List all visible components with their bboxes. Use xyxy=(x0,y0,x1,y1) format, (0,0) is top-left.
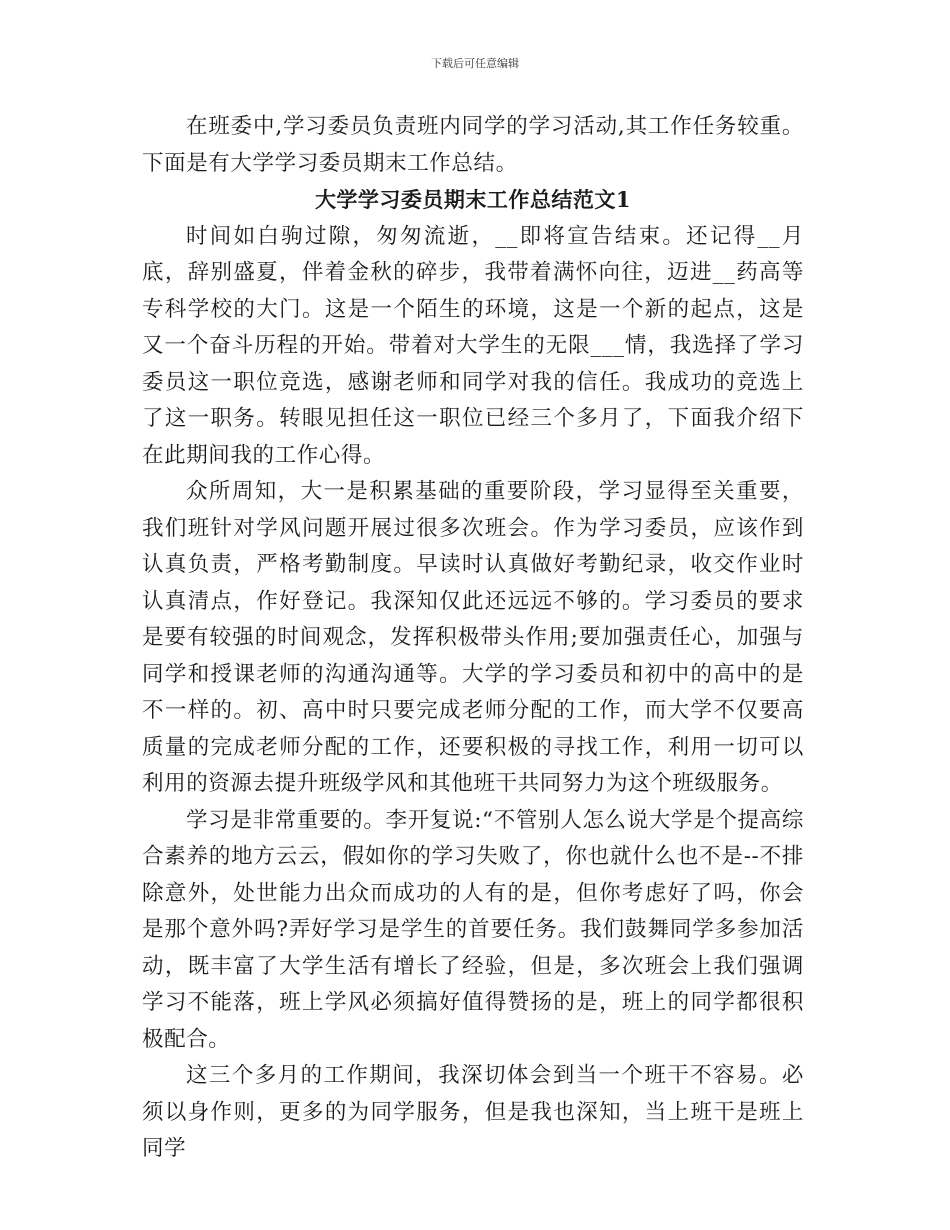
document-body xyxy=(142,109,804,1168)
article-title: 大学学习委员期末工作总结范文1 xyxy=(314,187,632,212)
intro-paragraph: 在班委中,学习委员负责班内同学的学习活动,其工作任务较重。下面是有大学学习委员期末工作总结。 xyxy=(142,114,804,176)
header-note: 下载后可任意编辑 xyxy=(431,57,519,70)
paragraph-4: 这三个多月的工作期间，我深切体会到当一个班干不容易。必须以身作则，更多的为同学服务，但是我也深知，当上班干是班上同学 xyxy=(142,1063,804,1161)
paragraph-1: 时间如白驹过隙，匆匆流逝，__即将宣告结束。还记得__月底，辞别盛夏，伴着金秋的碎步，我带着满怀向往，迈进__药高等专科学校的大门。这是一个陌生的环境，这是一个新的起点，这是又一个奋斗历程的开始。带着对大学生的无限___情，我选择了学习委员这一职位竞选，感谢老师和同学对我的信任。我成功的竞选上了这一职务。转眼见担任这一职位已经三个多月了，下面我介绍下在此期间我的工作心得。 xyxy=(142,223,804,468)
paragraph-2: 众所周知，大一是积累基础的重要阶段，学习显得至关重要，我们班针对学风问题开展过很多次班会。作为学习委员，应该作到认真负责，严格考勤制度。早读时认真做好考勤纪录，收交作业时认真清点，作好登记。我深知仅此还远远不够的。学习委员的要求是要有较强的时间观念，发挥积极带头作用;要加强责任心，加强与同学和授课老师的沟通沟通等。大学的学习委员和初中的高中的是不一样的。初、高中时只要完成老师分配的工作，而大学不仅要高质量的完成老师分配的工作，还要积极的寻找工作，利用一切可以利用的资源去提升班级学风和其他班干共同努力为这个班级服务。 xyxy=(142,479,804,796)
paragraph-3: 学习是非常重要的。李开复说:“不管别人怎么说大学是个提高综合素养的地方云云，假如你的学习失败了，你也就什么也不是--不排除意外，处世能力出众而成功的人有的是，但你考虑好了吗，你会是那个意外吗?弄好学习是学生的首要任务。我们鼓舞同学多参加活动，既丰富了大学生活有增长了经验，但是，多次班会上我们强调学习不能落，班上学风必须搞好值得赞扬的是，班上的同学都很积极配合。 xyxy=(142,807,804,1052)
